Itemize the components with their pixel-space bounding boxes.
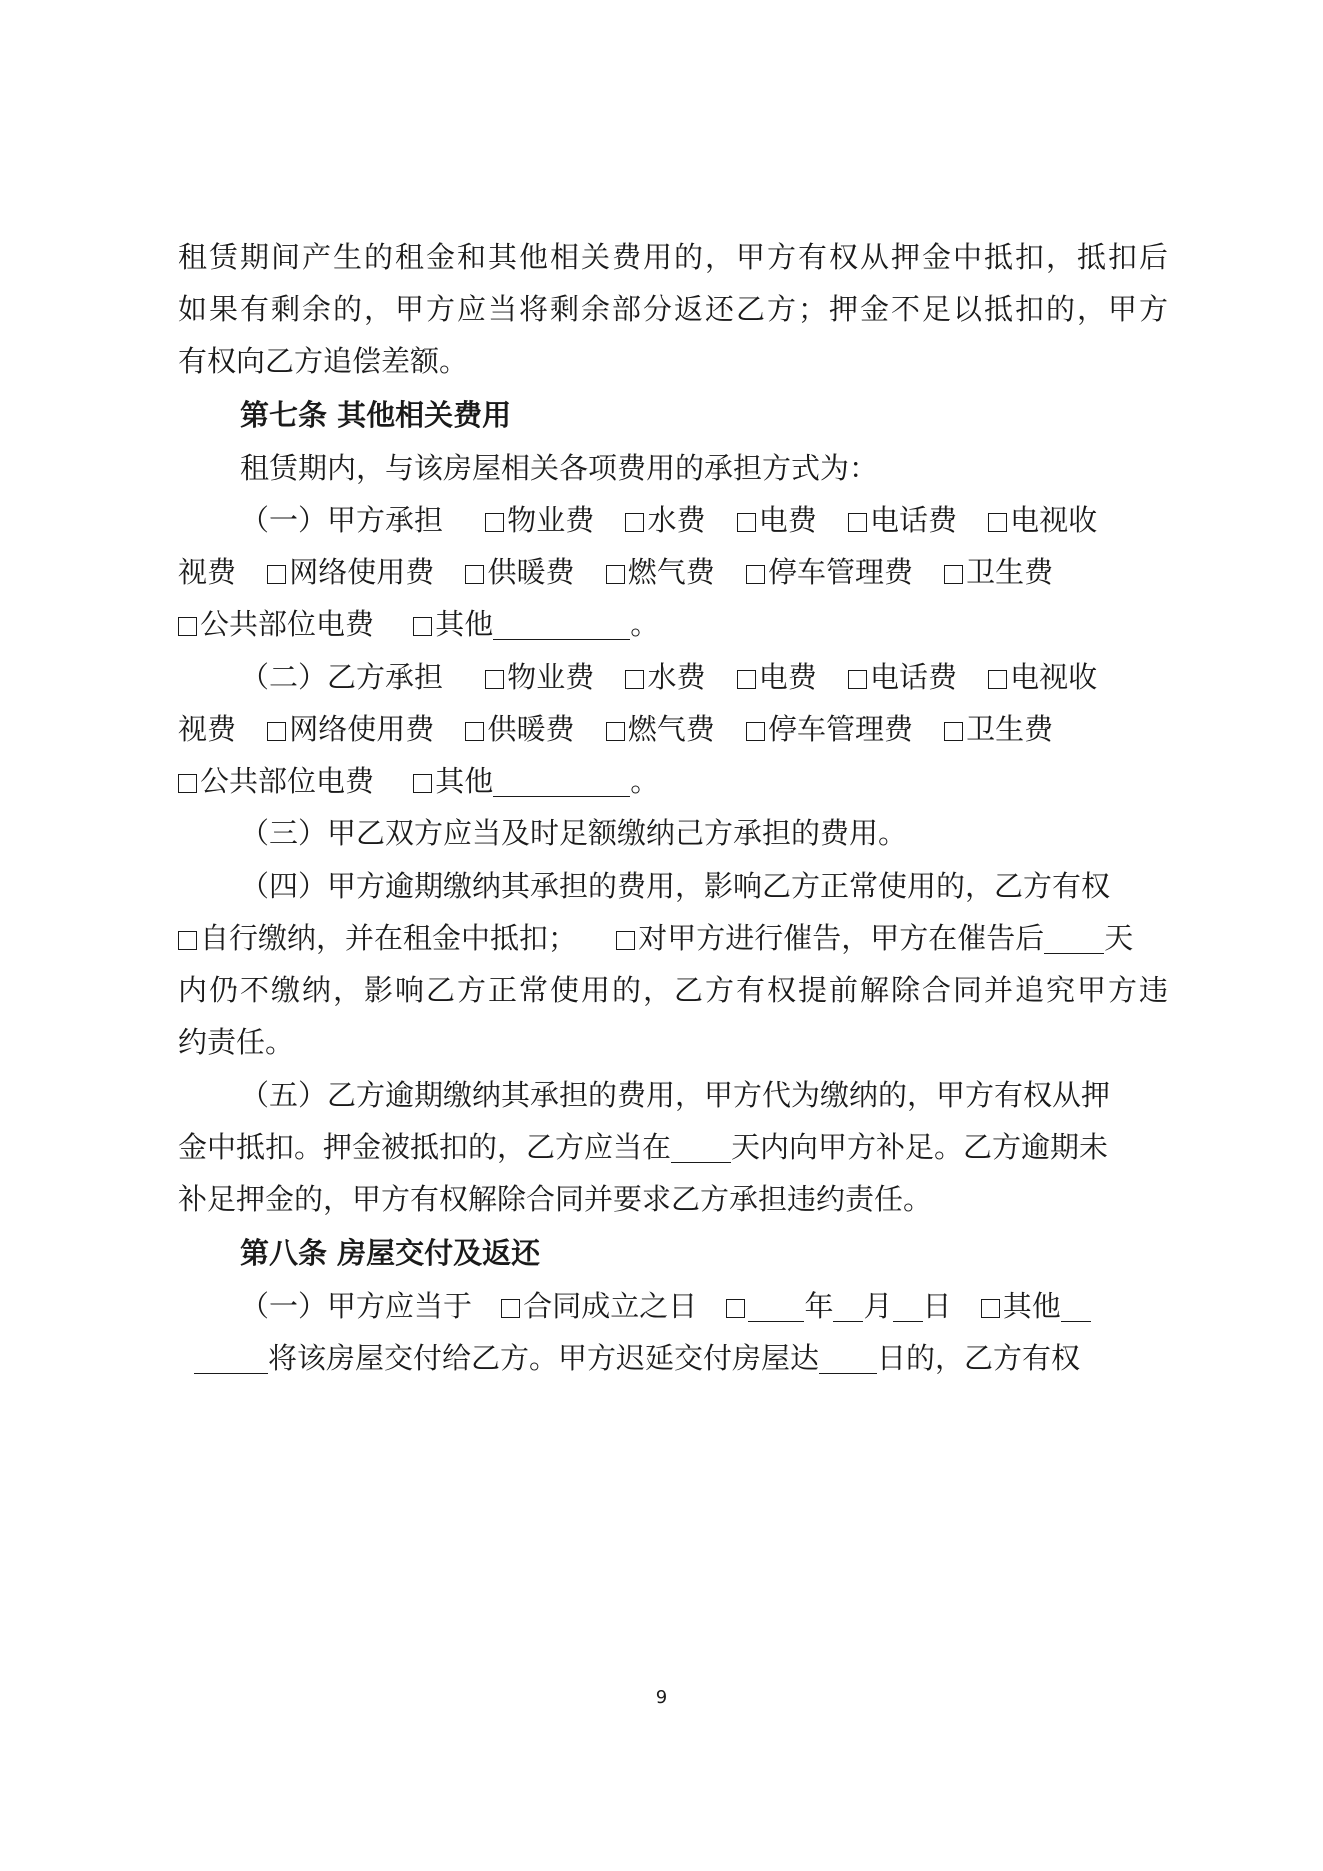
party-a-phone-checkbox[interactable] xyxy=(848,513,867,532)
checkbox-label: 公共部位电费 xyxy=(200,764,375,798)
checkbox-label: 合同成立之日 xyxy=(523,1289,698,1323)
checkbox-label: 公共部位电费 xyxy=(200,607,375,641)
checkbox-label: 水费 xyxy=(647,503,706,537)
month-blank[interactable] xyxy=(833,1291,863,1322)
article-7-intro: 租赁期内，与该房屋相关各项费用的承担方式为： xyxy=(240,451,879,485)
checkbox-label: 供暖费 xyxy=(487,555,575,589)
party-a-water-checkbox[interactable] xyxy=(625,513,644,532)
page-number: 9 xyxy=(655,1687,668,1708)
article-7-item-4-line2 xyxy=(178,916,1168,960)
delay-days-blank[interactable] xyxy=(819,1343,877,1374)
party-b-parking-checkbox[interactable] xyxy=(746,722,765,741)
paragraph-line: 有权向乙方追偿差额。 xyxy=(178,344,469,378)
punctuation: 。 xyxy=(630,607,660,641)
party-a-tv-checkbox[interactable] xyxy=(988,513,1007,532)
checkbox-label: 燃气费 xyxy=(627,555,715,589)
party-a-options-line2 xyxy=(178,550,1168,594)
paragraph-line: 租赁期间产生的租金和其他相关费用的，甲方有权从押金中抵扣，抵扣后 xyxy=(178,240,1168,274)
party-b-water-checkbox[interactable] xyxy=(625,670,644,689)
party-a-options-line1 xyxy=(240,498,1168,542)
party-a-gas-checkbox[interactable] xyxy=(606,565,625,584)
unit-label: 天 xyxy=(1104,921,1134,955)
party-a-sanitation-checkbox[interactable] xyxy=(944,565,963,584)
party-b-sanitation-checkbox[interactable] xyxy=(944,722,963,741)
checkbox-label: 电费 xyxy=(758,660,817,694)
day-blank[interactable] xyxy=(893,1291,923,1322)
punctuation: 。 xyxy=(630,764,660,798)
party-b-options-line2 xyxy=(178,707,1168,751)
checkbox-label: 电视收 xyxy=(1010,660,1098,694)
party-b-public-electric-checkbox[interactable] xyxy=(178,774,197,793)
party-a-electric-checkbox[interactable] xyxy=(737,513,756,532)
party-b-gas-checkbox[interactable] xyxy=(606,722,625,741)
checkbox-label: 自行缴纳，并在租金中抵扣； xyxy=(200,921,578,955)
replenish-days-blank[interactable] xyxy=(671,1132,731,1163)
self-pay-checkbox[interactable] xyxy=(178,931,197,950)
article-7-item-3: （三）甲乙双方应当及时足额缴纳己方承担的费用。 xyxy=(240,816,908,850)
party-a-label: （一）甲方承担 xyxy=(240,503,444,537)
checkbox-label: 卫生费 xyxy=(966,555,1054,589)
article-7-heading: 第七条 其他相关费用 xyxy=(240,398,512,432)
party-b-network-checkbox[interactable] xyxy=(267,722,286,741)
checkbox-label: 水费 xyxy=(647,660,706,694)
party-a-other-blank[interactable] xyxy=(493,609,630,640)
notice-checkbox[interactable] xyxy=(616,931,635,950)
party-b-phone-checkbox[interactable] xyxy=(848,670,867,689)
specific-date-checkbox[interactable] xyxy=(726,1299,745,1318)
checkbox-label: 燃气费 xyxy=(627,712,715,746)
party-b-options-line1 xyxy=(240,655,1168,699)
party-a-other-checkbox[interactable] xyxy=(413,617,432,636)
party-b-electric-checkbox[interactable] xyxy=(737,670,756,689)
checkbox-label: 卫生费 xyxy=(966,712,1054,746)
text-segment: 将该房屋交付给乙方。甲方迟延交付房屋达 xyxy=(268,1341,820,1375)
checkbox-label: 其他 xyxy=(1002,1289,1061,1323)
checkbox-label: 电话费 xyxy=(869,503,957,537)
checkbox-label: 物业费 xyxy=(507,503,595,537)
text-segment: 金中抵扣。押金被抵扣的，乙方应当在 xyxy=(178,1130,672,1164)
checkbox-label: 电视收 xyxy=(1010,503,1098,537)
party-b-other-blank[interactable] xyxy=(493,766,630,797)
party-b-label: （二）乙方承担 xyxy=(240,660,444,694)
party-b-options-line3 xyxy=(178,759,1168,803)
article-7-item-5-line3: 补足押金的，甲方有权解除合同并要求乙方承担违约责任。 xyxy=(178,1182,933,1216)
checkbox-label-continued: 视费 xyxy=(178,555,237,589)
item-label: （一）甲方应当于 xyxy=(240,1289,473,1323)
other-date-blank-end[interactable] xyxy=(194,1343,268,1374)
checkbox-label-continued: 视费 xyxy=(178,712,237,746)
article-8-heading: 第八条 房屋交付及返还 xyxy=(240,1236,541,1270)
other-date-checkbox[interactable] xyxy=(981,1299,1000,1318)
text-segment: 天内向甲方补足。乙方逾期未 xyxy=(731,1130,1109,1164)
article-7-item-4-line1: （四）甲方逾期缴纳其承担的费用，影响乙方正常使用的，乙方有权 xyxy=(240,869,1111,903)
party-b-heating-checkbox[interactable] xyxy=(465,722,484,741)
party-a-public-electric-checkbox[interactable] xyxy=(178,617,197,636)
unit-label: 年 xyxy=(804,1289,834,1323)
checkbox-label: 其他 xyxy=(435,764,494,798)
article-8-item-1-line2 xyxy=(178,1336,1168,1380)
text-segment: 日的，乙方有权 xyxy=(877,1341,1081,1375)
unit-label: 月 xyxy=(863,1289,893,1323)
contract-date-checkbox[interactable] xyxy=(501,1299,520,1318)
checkbox-label: 停车管理费 xyxy=(767,712,913,746)
article-7-item-4-line3: 内仍不缴纳，影响乙方正常使用的，乙方有权提前解除合同并追究甲方违 xyxy=(178,973,1168,1007)
party-b-other-checkbox[interactable] xyxy=(413,774,432,793)
article-7-item-5-line1: （五）乙方逾期缴纳其承担的费用，甲方代为缴纳的，甲方有权从押 xyxy=(240,1078,1111,1112)
party-a-network-checkbox[interactable] xyxy=(267,565,286,584)
other-date-blank-start[interactable] xyxy=(1061,1291,1091,1322)
article-8-item-1-line1 xyxy=(240,1284,1168,1328)
paragraph-line: 如果有剩余的，甲方应当将剩余部分返还乙方；押金不足以抵扣的，甲方 xyxy=(178,292,1168,326)
party-a-options-line3 xyxy=(178,602,1168,646)
party-a-heating-checkbox[interactable] xyxy=(465,565,484,584)
checkbox-label: 网络使用费 xyxy=(289,712,435,746)
party-a-property-checkbox[interactable] xyxy=(485,513,504,532)
party-b-property-checkbox[interactable] xyxy=(485,670,504,689)
checkbox-label: 电费 xyxy=(758,503,817,537)
checkbox-label: 其他 xyxy=(435,607,494,641)
party-a-parking-checkbox[interactable] xyxy=(746,565,765,584)
party-b-tv-checkbox[interactable] xyxy=(988,670,1007,689)
checkbox-label: 网络使用费 xyxy=(289,555,435,589)
year-blank[interactable] xyxy=(748,1291,804,1322)
checkbox-label: 电话费 xyxy=(869,660,957,694)
checkbox-label: 物业费 xyxy=(507,660,595,694)
notice-days-blank[interactable] xyxy=(1044,923,1104,954)
unit-label: 日 xyxy=(922,1289,952,1323)
article-7-item-4-line4: 约责任。 xyxy=(178,1025,295,1059)
checkbox-label: 停车管理费 xyxy=(767,555,913,589)
checkbox-label: 对甲方进行催告，甲方在催告后 xyxy=(638,921,1045,955)
article-7-item-5-line2 xyxy=(178,1125,1168,1169)
checkbox-label: 供暖费 xyxy=(487,712,575,746)
